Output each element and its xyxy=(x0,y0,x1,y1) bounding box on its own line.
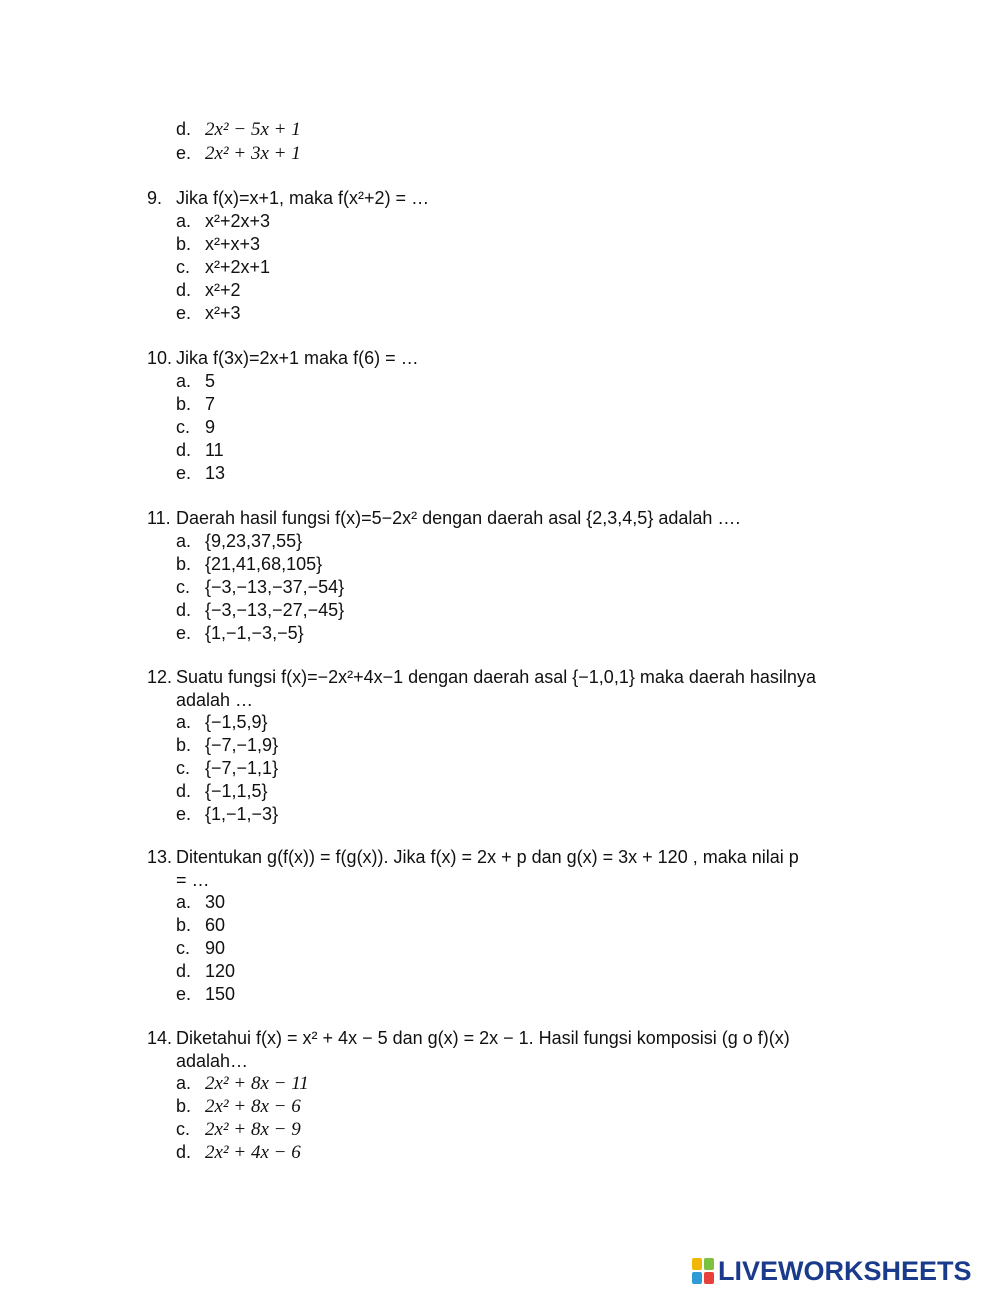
option-text: {−7,−1,1} xyxy=(205,758,279,778)
option-label: e. xyxy=(176,143,192,163)
option-label: a. xyxy=(176,892,192,912)
option-label: a. xyxy=(176,211,192,231)
question-number: 12. xyxy=(147,667,173,687)
option-text: 150 xyxy=(205,984,236,1004)
option-text: 30 xyxy=(205,892,226,912)
option-label: b. xyxy=(176,234,192,254)
option-label: e. xyxy=(176,804,192,824)
option-text: 120 xyxy=(205,961,236,981)
option-label: d. xyxy=(176,961,192,981)
option-label: e. xyxy=(176,984,192,1004)
option-label: d. xyxy=(176,440,192,460)
option-label: d. xyxy=(176,1142,192,1162)
logo-mark-icon xyxy=(692,1258,714,1284)
option-label: a. xyxy=(176,712,192,732)
question-text: adalah … xyxy=(176,690,254,710)
option-text: 13 xyxy=(205,463,226,483)
option-label: c. xyxy=(176,417,191,437)
option-label: b. xyxy=(176,554,192,574)
question-text: Ditentukan g(f(x)) = f(g(x)). Jika f(x) = 2x + p dan g(x) = 3x + 120 , maka nilai p xyxy=(176,847,799,867)
option-text: {1,−1,−3,−5} xyxy=(205,623,304,643)
option-text: {21,41,68,105} xyxy=(205,554,323,574)
question-number: 10. xyxy=(147,348,173,368)
option-text: x²+2x+3 xyxy=(205,211,271,231)
option-label: a. xyxy=(176,371,192,391)
liveworksheets-logo[interactable] xyxy=(692,1254,972,1288)
option-text: 2x² + 3x + 1 xyxy=(205,143,301,164)
option-label: d. xyxy=(176,119,192,139)
option-text: {−3,−13,−27,−45} xyxy=(205,600,345,620)
option-label: b. xyxy=(176,394,192,414)
option-label: c. xyxy=(176,938,191,958)
option-label: b. xyxy=(176,915,192,935)
option-text: 9 xyxy=(205,417,216,437)
option-text: 2x² − 5x + 1 xyxy=(205,119,301,140)
question-text: Diketahui f(x) = x² + 4x − 5 dan g(x) = 2x − 1. Hasil fungsi komposisi (g o f)(x) xyxy=(176,1028,790,1048)
option-label: d. xyxy=(176,280,192,300)
question-number: 14. xyxy=(147,1028,173,1048)
option-text: {−3,−13,−37,−54} xyxy=(205,577,345,597)
option-label: e. xyxy=(176,463,192,483)
question-text: Jika f(3x)=2x+1 maka f(6) = … xyxy=(176,348,419,368)
option-text: x²+3 xyxy=(205,303,241,323)
option-text: 60 xyxy=(205,915,226,935)
question-text: adalah… xyxy=(176,1051,249,1071)
option-label: c. xyxy=(176,758,191,778)
option-text: x²+2 xyxy=(205,280,241,300)
option-text: {1,−1,−3} xyxy=(205,804,279,824)
option-label: b. xyxy=(176,1096,192,1116)
option-label: a. xyxy=(176,531,192,551)
option-label: d. xyxy=(176,781,192,801)
option-text: 90 xyxy=(205,938,226,958)
option-text: 2x² + 8x − 11 xyxy=(205,1073,309,1094)
option-text: 11 xyxy=(205,440,224,460)
option-label: c. xyxy=(176,577,191,597)
question-number: 11. xyxy=(147,508,171,528)
option-text: 5 xyxy=(205,371,216,391)
option-text: 2x² + 4x − 6 xyxy=(205,1142,301,1163)
option-label: c. xyxy=(176,1119,191,1139)
option-label: e. xyxy=(176,623,192,643)
option-text: x²+x+3 xyxy=(205,234,261,254)
option-text: {−1,5,9} xyxy=(205,712,268,732)
option-label: e. xyxy=(176,303,192,323)
logo-text: LIVEWORKSHEETS xyxy=(718,1255,972,1286)
option-text: 2x² + 8x − 6 xyxy=(205,1096,301,1117)
option-text: {9,23,37,55} xyxy=(205,531,303,551)
question-text: Suatu fungsi f(x)=−2x²+4x−1 dengan daerah asal {−1,0,1} maka daerah hasilnya xyxy=(176,667,816,687)
option-label: d. xyxy=(176,600,192,620)
question-number: 13. xyxy=(147,847,173,867)
option-text: {−1,1,5} xyxy=(205,781,268,801)
option-text: {−7,−1,9} xyxy=(205,735,279,755)
question-number: 9. xyxy=(147,188,163,208)
option-label: c. xyxy=(176,257,191,277)
option-label: a. xyxy=(176,1073,192,1093)
question-text: Jika f(x)=x+1, maka f(x²+2) = … xyxy=(176,188,430,208)
option-text: x²+2x+1 xyxy=(205,257,271,277)
question-text: = … xyxy=(176,870,210,890)
option-label: b. xyxy=(176,735,192,755)
option-text: 7 xyxy=(205,394,216,414)
question-text: Daerah hasil fungsi f(x)=5−2x² dengan daerah asal {2,3,4,5} adalah …. xyxy=(176,508,741,528)
option-text: 2x² + 8x − 9 xyxy=(205,1119,301,1140)
